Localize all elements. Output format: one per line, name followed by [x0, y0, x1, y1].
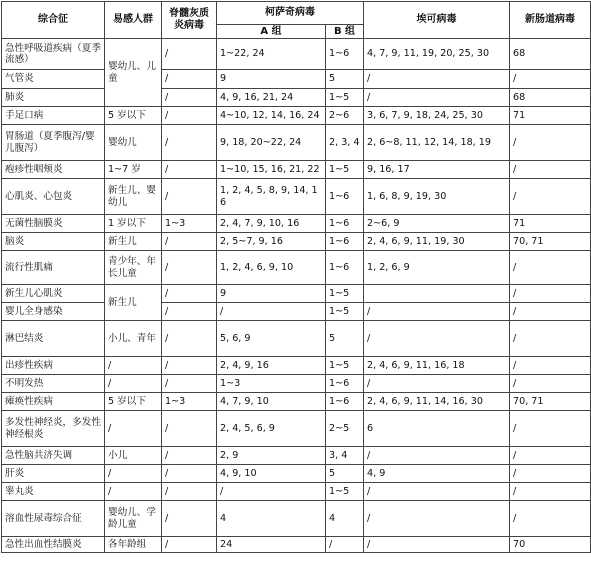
- table-row: [2, 537, 591, 553]
- table-row: [2, 125, 591, 161]
- cell-echo: /: [364, 321, 510, 357]
- table-row: [2, 107, 591, 125]
- cell-echo: /: [364, 303, 510, 321]
- cell-group-a: 2, 5~7, 9, 16: [217, 233, 326, 251]
- cell-group-a: 2, 4, 9, 16: [217, 357, 326, 375]
- cell-polio: 1~3: [162, 393, 217, 411]
- enterovirus-syndrome-table: [1, 1, 591, 553]
- cell-enterovirus: /: [510, 179, 591, 215]
- cell-group-b: /: [326, 537, 364, 553]
- table-row: [2, 70, 591, 89]
- cell-syndrome: 不明发热: [2, 375, 105, 393]
- cell-echo: /: [364, 375, 510, 393]
- cell-syndrome: 新生儿心肌炎: [2, 285, 105, 303]
- cell-polio: /: [162, 375, 217, 393]
- cell-polio: /: [162, 70, 217, 89]
- cell-echo: 1, 6, 8, 9, 19, 30: [364, 179, 510, 215]
- cell-susceptible: 1~7 岁: [105, 161, 162, 179]
- cell-echo: /: [364, 89, 510, 107]
- cell-polio: /: [162, 233, 217, 251]
- cell-syndrome: 心肌炎、心包炎: [2, 179, 105, 215]
- cell-group-a: 1~3: [217, 375, 326, 393]
- cell-group-b: 1~5: [326, 483, 364, 501]
- cell-polio: /: [162, 411, 217, 447]
- cell-polio: 1~3: [162, 215, 217, 233]
- cell-group-a: 9: [217, 285, 326, 303]
- cell-group-b: 4: [326, 501, 364, 537]
- cell-susceptible: /: [105, 357, 162, 375]
- table-row: [2, 215, 591, 233]
- header-coxsackie: 柯萨奇病毒: [217, 2, 364, 25]
- cell-syndrome: 睾丸炎: [2, 483, 105, 501]
- cell-susceptible: 新生儿: [105, 285, 162, 321]
- cell-enterovirus: /: [510, 447, 591, 465]
- cell-susceptible: 婴幼儿、学龄儿童: [105, 501, 162, 537]
- cell-group-a: 1~10, 15, 16, 21, 22: [217, 161, 326, 179]
- cell-syndrome: 气管炎: [2, 70, 105, 89]
- table-row: [2, 447, 591, 465]
- table-row: [2, 233, 591, 251]
- cell-polio: /: [162, 89, 217, 107]
- table-row: [2, 357, 591, 375]
- cell-group-a: 1, 2, 4, 5, 8, 9, 14, 16: [217, 179, 326, 215]
- cell-echo: 2, 6~8, 11, 12, 14, 18, 19: [364, 125, 510, 161]
- cell-enterovirus: 68: [510, 39, 591, 70]
- cell-syndrome: 疱疹性咽颊炎: [2, 161, 105, 179]
- cell-echo: 9, 16, 17: [364, 161, 510, 179]
- cell-group-b: 1~5: [326, 357, 364, 375]
- cell-echo: /: [364, 501, 510, 537]
- cell-enterovirus: 70, 71: [510, 393, 591, 411]
- cell-syndrome: 急性呼吸道疾病（夏季流感）: [2, 39, 105, 70]
- cell-group-a: 2, 9: [217, 447, 326, 465]
- cell-syndrome: 婴儿全身感染: [2, 303, 105, 321]
- cell-susceptible: 小儿: [105, 447, 162, 465]
- cell-echo: 2~6, 9: [364, 215, 510, 233]
- cell-echo: 1, 2, 6, 9: [364, 251, 510, 285]
- cell-echo: /: [364, 483, 510, 501]
- header-polio: 脊髓灰质炎病毒: [162, 2, 217, 39]
- cell-enterovirus: 71: [510, 107, 591, 125]
- cell-group-b: 1~5: [326, 285, 364, 303]
- cell-group-a: /: [217, 303, 326, 321]
- cell-polio: /: [162, 285, 217, 303]
- cell-susceptible: 婴幼儿、儿童: [105, 39, 162, 107]
- cell-polio: /: [162, 321, 217, 357]
- cell-group-a: 4, 7, 9, 10: [217, 393, 326, 411]
- cell-group-a: 4: [217, 501, 326, 537]
- cell-echo: 2, 4, 6, 9, 11, 16, 18: [364, 357, 510, 375]
- cell-polio: /: [162, 447, 217, 465]
- cell-polio: /: [162, 39, 217, 70]
- cell-susceptible: 5 岁以下: [105, 393, 162, 411]
- cell-polio: /: [162, 357, 217, 375]
- cell-echo: 2, 4, 6, 9, 11, 19, 30: [364, 233, 510, 251]
- cell-group-a: 5, 6, 9: [217, 321, 326, 357]
- table-row: [2, 89, 591, 107]
- cell-group-b: 2~5: [326, 411, 364, 447]
- cell-group-a: 4~10, 12, 14, 16, 24: [217, 107, 326, 125]
- cell-enterovirus: /: [510, 465, 591, 483]
- cell-group-b: 2, 3, 4: [326, 125, 364, 161]
- cell-syndrome: 肺炎: [2, 89, 105, 107]
- cell-polio: /: [162, 537, 217, 553]
- cell-syndrome: 流行性肌痛: [2, 251, 105, 285]
- table-row: [2, 483, 591, 501]
- cell-syndrome: 淋巴结炎: [2, 321, 105, 357]
- cell-syndrome: 出疹性疾病: [2, 357, 105, 375]
- cell-syndrome: 肝炎: [2, 465, 105, 483]
- cell-group-b: 1~6: [326, 251, 364, 285]
- cell-echo: /: [364, 70, 510, 89]
- cell-enterovirus: 68: [510, 89, 591, 107]
- cell-susceptible: 新生儿、婴幼儿: [105, 179, 162, 215]
- cell-echo: 2, 4, 6, 9, 11, 14, 16, 30: [364, 393, 510, 411]
- table-row: [2, 161, 591, 179]
- cell-enterovirus: 70: [510, 537, 591, 553]
- table-row: [2, 39, 591, 70]
- cell-group-b: 5: [326, 465, 364, 483]
- cell-echo: 6: [364, 411, 510, 447]
- cell-enterovirus: /: [510, 161, 591, 179]
- cell-group-b: 1~6: [326, 233, 364, 251]
- cell-enterovirus: 70, 71: [510, 233, 591, 251]
- cell-syndrome: 手足口病: [2, 107, 105, 125]
- cell-group-b: 1~6: [326, 179, 364, 215]
- cell-group-a: /: [217, 483, 326, 501]
- cell-polio: /: [162, 465, 217, 483]
- cell-syndrome: 瘫痪性疾病: [2, 393, 105, 411]
- cell-susceptible: 1 岁以下: [105, 215, 162, 233]
- cell-susceptible: /: [105, 483, 162, 501]
- cell-polio: /: [162, 483, 217, 501]
- cell-susceptible: /: [105, 411, 162, 447]
- table-row: [2, 501, 591, 537]
- table-row: [2, 393, 591, 411]
- cell-susceptible: 小儿、青年: [105, 321, 162, 357]
- cell-group-a: 2, 4, 5, 6, 9: [217, 411, 326, 447]
- cell-enterovirus: /: [510, 125, 591, 161]
- cell-group-a: 2, 4, 7, 9, 10, 16: [217, 215, 326, 233]
- cell-group-a: 1~22, 24: [217, 39, 326, 70]
- cell-enterovirus: /: [510, 70, 591, 89]
- cell-group-b: 5: [326, 321, 364, 357]
- header-group-a: A 组: [217, 25, 326, 39]
- cell-syndrome: 急性出血性结膜炎: [2, 537, 105, 553]
- table-row: [2, 303, 591, 321]
- cell-enterovirus: /: [510, 357, 591, 375]
- cell-group-a: 9: [217, 70, 326, 89]
- cell-syndrome: 急性脑共济失调: [2, 447, 105, 465]
- cell-susceptible: 新生儿: [105, 233, 162, 251]
- table-row: [2, 375, 591, 393]
- cell-syndrome: 脑炎: [2, 233, 105, 251]
- cell-syndrome: 溶血性尿毒综合征: [2, 501, 105, 537]
- header-enterovirus: 新肠道病毒: [510, 2, 591, 39]
- cell-polio: /: [162, 501, 217, 537]
- table-row: [2, 179, 591, 215]
- cell-enterovirus: /: [510, 375, 591, 393]
- cell-polio: /: [162, 303, 217, 321]
- cell-group-a: 24: [217, 537, 326, 553]
- header-syndrome: 综合征: [2, 2, 105, 39]
- cell-enterovirus: /: [510, 285, 591, 303]
- cell-susceptible: 各年龄组: [105, 537, 162, 553]
- cell-susceptible: /: [105, 375, 162, 393]
- cell-polio: /: [162, 251, 217, 285]
- cell-syndrome: 无菌性脑膜炎: [2, 215, 105, 233]
- cell-group-a: 4, 9, 16, 21, 24: [217, 89, 326, 107]
- cell-echo: 3, 6, 7, 9, 18, 24, 25, 30: [364, 107, 510, 125]
- cell-echo: /: [364, 447, 510, 465]
- cell-group-b: 3, 4: [326, 447, 364, 465]
- cell-group-b: 1~6: [326, 375, 364, 393]
- cell-group-b: 1~6: [326, 39, 364, 70]
- cell-polio: /: [162, 179, 217, 215]
- cell-group-b: 1~5: [326, 89, 364, 107]
- table-row: [2, 285, 591, 303]
- cell-group-b: 1~5: [326, 303, 364, 321]
- cell-group-b: 1~6: [326, 215, 364, 233]
- cell-enterovirus: /: [510, 501, 591, 537]
- cell-syndrome: 胃肠道（夏季腹泻/婴儿腹泻）: [2, 125, 105, 161]
- cell-enterovirus: /: [510, 321, 591, 357]
- table-row: [2, 465, 591, 483]
- cell-polio: /: [162, 107, 217, 125]
- cell-enterovirus: /: [510, 251, 591, 285]
- cell-enterovirus: /: [510, 411, 591, 447]
- cell-group-a: 1, 2, 4, 6, 9, 10: [217, 251, 326, 285]
- cell-echo: 4, 9: [364, 465, 510, 483]
- cell-enterovirus: 71: [510, 215, 591, 233]
- cell-echo: /: [364, 537, 510, 553]
- header-susceptible: 易感人群: [105, 2, 162, 39]
- cell-group-b: 1~5: [326, 161, 364, 179]
- cell-polio: /: [162, 125, 217, 161]
- header-row: [2, 2, 591, 25]
- cell-group-b: 2~6: [326, 107, 364, 125]
- cell-susceptible: 5 岁以下: [105, 107, 162, 125]
- table-row: [2, 411, 591, 447]
- cell-group-a: 9, 18, 20~22, 24: [217, 125, 326, 161]
- cell-group-b: 5: [326, 70, 364, 89]
- cell-group-a: 4, 9, 10: [217, 465, 326, 483]
- cell-susceptible: 青少年、年长儿童: [105, 251, 162, 285]
- cell-group-b: 1~6: [326, 393, 364, 411]
- table-row: [2, 251, 591, 285]
- cell-polio: /: [162, 161, 217, 179]
- header-group-b: B 组: [326, 25, 364, 39]
- cell-susceptible: 婴幼儿: [105, 125, 162, 161]
- cell-enterovirus: /: [510, 483, 591, 501]
- cell-echo: 4, 7, 9, 11, 19, 20, 25, 30: [364, 39, 510, 70]
- cell-enterovirus: /: [510, 303, 591, 321]
- cell-susceptible: /: [105, 465, 162, 483]
- header-echo: 埃可病毒: [364, 2, 510, 39]
- cell-syndrome: 多发性神经炎，多发性神经根炎: [2, 411, 105, 447]
- table-row: [2, 321, 591, 357]
- cell-echo: [364, 285, 510, 303]
